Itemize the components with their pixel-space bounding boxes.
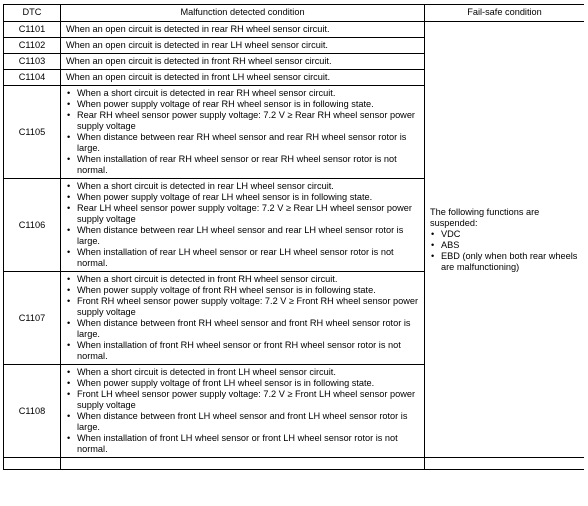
malfunction-condition: When an open circuit is detected in rear RH wheel sensor circuit. xyxy=(61,22,425,38)
cut-cell xyxy=(425,458,585,470)
dtc-code: C1108 xyxy=(4,365,61,458)
cut-cell xyxy=(61,458,425,470)
malfunction-condition xyxy=(61,86,425,179)
cut-cell xyxy=(4,458,61,470)
condition-item: • When a short circuit is detected in front RH wheel sensor circuit. xyxy=(66,274,419,285)
dtc-failsafe-table xyxy=(3,4,584,470)
failsafe-item: • EBD (only when both rear wheels are malfunctioning) xyxy=(430,251,579,273)
condition-list xyxy=(66,88,419,176)
condition-item: • Front RH wheel sensor power supply voltage: 7.2 V ≥ Front RH wheel sensor power supply voltage xyxy=(66,296,419,318)
failsafe-item: • VDC xyxy=(430,229,579,240)
failsafe-item: • ABS xyxy=(430,240,579,251)
dtc-code: C1107 xyxy=(4,272,61,365)
header-row xyxy=(4,5,585,22)
dtc-code: C1103 xyxy=(4,54,61,70)
dtc-code: C1104 xyxy=(4,70,61,86)
condition-item: • When installation of rear RH wheel sensor or rear RH wheel sensor rotor is not normal. xyxy=(66,154,419,176)
condition-item: • When distance between front LH wheel sensor and front LH wheel sensor rotor is large. xyxy=(66,411,419,433)
condition-item: • Rear RH wheel sensor power supply voltage: 7.2 V ≥ Rear RH wheel sensor power supply voltage xyxy=(66,110,419,132)
malfunction-condition xyxy=(61,272,425,365)
condition-list xyxy=(66,274,419,362)
dtc-code: C1102 xyxy=(4,38,61,54)
malfunction-condition: When an open circuit is detected in front RH wheel sensor circuit. xyxy=(61,54,425,70)
malfunction-condition xyxy=(61,365,425,458)
header-malfunction: Malfunction detected condition xyxy=(61,5,425,22)
failsafe-condition xyxy=(425,22,585,458)
condition-list xyxy=(66,181,419,269)
condition-item: • Rear LH wheel sensor power supply voltage: 7.2 V ≥ Rear LH wheel sensor power supply voltage xyxy=(66,203,419,225)
dtc-code: C1105 xyxy=(4,86,61,179)
header-dtc: DTC xyxy=(4,5,61,22)
failsafe-intro: The following functions are suspended: xyxy=(430,206,540,228)
condition-item: • When a short circuit is detected in rear LH wheel sensor circuit. xyxy=(66,181,419,192)
failsafe-list xyxy=(430,229,579,273)
condition-item: • When a short circuit is detected in rear RH wheel sensor circuit. xyxy=(66,88,419,99)
condition-item: • When power supply voltage of front RH wheel sensor is in following state. xyxy=(66,285,419,296)
condition-item: • When distance between rear LH wheel sensor and rear LH wheel sensor rotor is large. xyxy=(66,225,419,247)
malfunction-condition: When an open circuit is detected in rear LH wheel sensor circuit. xyxy=(61,38,425,54)
condition-item: • Front LH wheel sensor power supply voltage: 7.2 V ≥ Front LH wheel sensor power supply voltage xyxy=(66,389,419,411)
malfunction-condition: When an open circuit is detected in front LH wheel sensor circuit. xyxy=(61,70,425,86)
condition-item: • When a short circuit is detected in front LH wheel sensor circuit. xyxy=(66,367,419,378)
header-failsafe: Fail-safe condition xyxy=(425,5,585,22)
condition-item: • When installation of front LH wheel sensor or front LH wheel sensor rotor is not normal. xyxy=(66,433,419,455)
condition-item: • When power supply voltage of rear RH wheel sensor is in following state. xyxy=(66,99,419,110)
malfunction-condition xyxy=(61,179,425,272)
table-row-cut xyxy=(4,458,585,470)
dtc-code: C1101 xyxy=(4,22,61,38)
table-row xyxy=(4,22,585,38)
condition-list xyxy=(66,367,419,455)
condition-item: • When power supply voltage of front LH wheel sensor is in following state. xyxy=(66,378,419,389)
condition-item: • When installation of rear LH wheel sensor or rear LH wheel sensor rotor is not normal. xyxy=(66,247,419,269)
condition-item: • When power supply voltage of rear LH wheel sensor is in following state. xyxy=(66,192,419,203)
dtc-table-container xyxy=(3,4,584,506)
condition-item: • When distance between rear RH wheel sensor and rear RH wheel sensor rotor is large. xyxy=(66,132,419,154)
dtc-code: C1106 xyxy=(4,179,61,272)
condition-item: • When distance between front RH wheel sensor and front RH wheel sensor rotor is large. xyxy=(66,318,419,340)
condition-item: • When installation of front RH wheel sensor or front RH wheel sensor rotor is not normal. xyxy=(66,340,419,362)
